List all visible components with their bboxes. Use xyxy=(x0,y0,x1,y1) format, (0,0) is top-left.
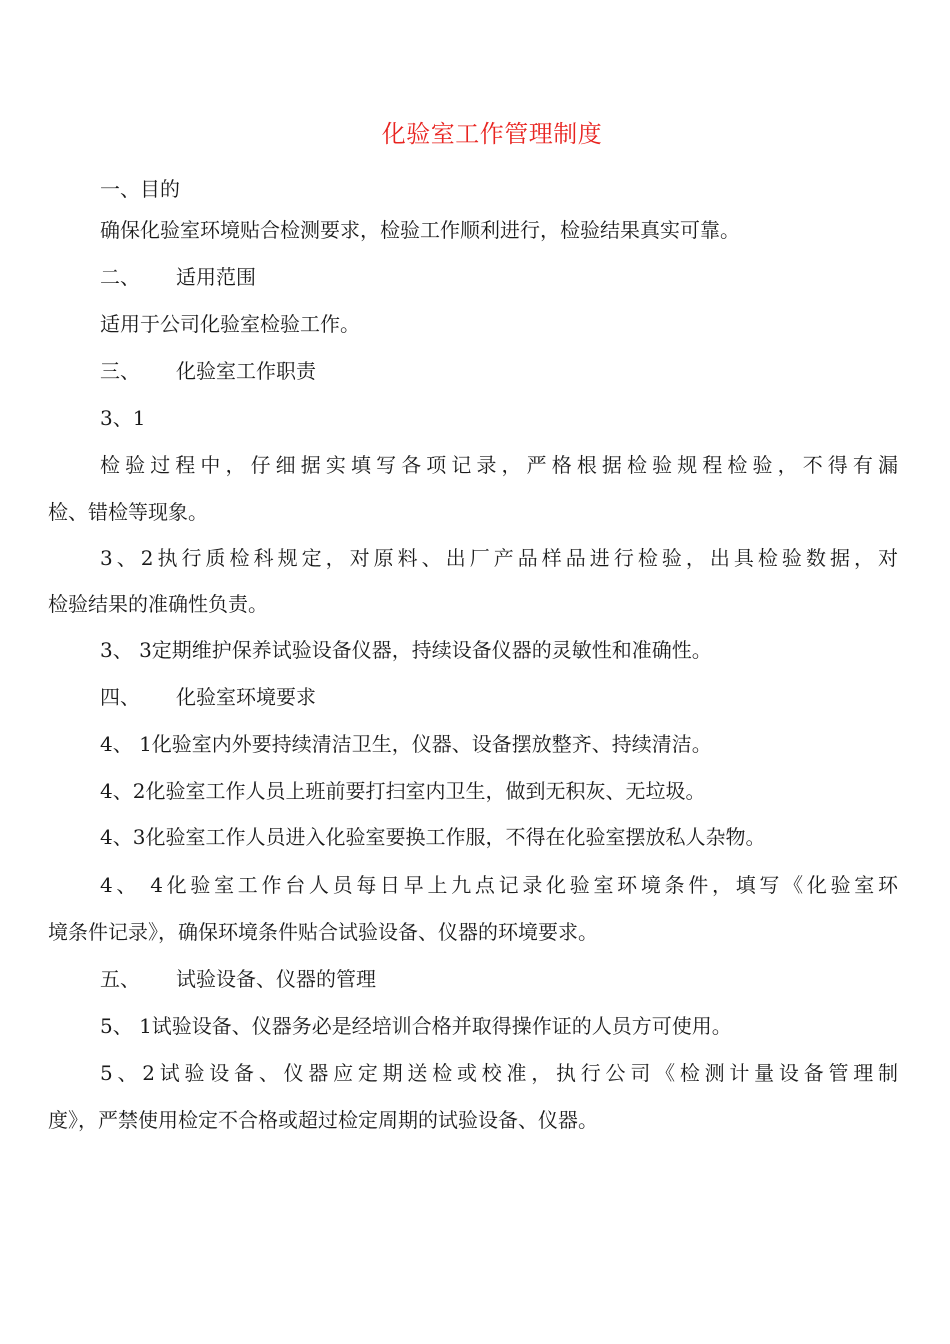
section-4-item-2: 4、2化验室工作人员上班前要打扫室内卫生，做到无积灰、无垃圾。 xyxy=(100,779,706,803)
section-4-number: 四、 xyxy=(100,685,140,709)
section-5-item-1: 5、 1试验设备、仪器务必是经培训合格并取得操作证的人员方可使用。 xyxy=(100,1014,732,1038)
document-title: 化验室工作管理制度 xyxy=(381,120,603,148)
section-3-item-3: 3、 3定期维护保养试验设备仪器，持续设备仪器的灵敏性和准确性。 xyxy=(100,638,712,662)
section-4-heading xyxy=(100,682,316,712)
section-3-item-1-line-1: 检验过程中，仔细据实填写各项记录，严格根据检验规程检验，不得有漏 xyxy=(100,453,898,477)
section-2-number: 二、 xyxy=(100,265,140,289)
section-4-item-4-line-2: 境条件记录》，确保环境条件贴合试验设备、仪器的环境要求。 xyxy=(48,920,598,944)
section-3-item-2-line-1: 3、2执行质检科规定，对原料、出厂产品样品进行检验，出具检验数据，对 xyxy=(100,546,898,570)
section-4-title: 化验室环境要求 xyxy=(176,685,316,709)
section-2-heading xyxy=(100,262,256,292)
section-1-body: 确保化验室环境贴合检测要求，检验工作顺利进行，检验结果真实可靠。 xyxy=(100,218,740,242)
section-3-title: 化验室工作职责 xyxy=(176,359,316,383)
section-3-heading xyxy=(100,356,316,386)
section-1-number: 一、 xyxy=(100,177,140,201)
section-5-heading xyxy=(100,964,376,994)
section-1-title: 目的 xyxy=(140,177,180,201)
section-5-item-2-line-1: 5、2试验设备、仪器应定期送检或校准，执行公司《检测计量设备管理制 xyxy=(100,1061,898,1085)
section-3-item-1-line-2: 检、错检等现象。 xyxy=(48,500,208,524)
section-2-title: 适用范围 xyxy=(176,265,256,289)
section-5-number: 五、 xyxy=(100,967,140,991)
section-5-title: 试验设备、仪器的管理 xyxy=(176,967,376,991)
section-3-number: 三、 xyxy=(100,359,140,383)
section-3-item-1-number: 3、1 xyxy=(100,406,146,430)
section-4-item-1: 4、 1化验室内外要持续清洁卫生，仪器、设备摆放整齐、持续清洁。 xyxy=(100,732,712,756)
section-4-item-4-line-1: 4、 4化验室工作台人员每日早上九点记录化验室环境条件，填写《化验室环 xyxy=(100,873,898,897)
section-2-body: 适用于公司化验室检验工作。 xyxy=(100,312,360,336)
section-1-heading xyxy=(100,174,180,204)
section-4-item-3: 4、3化验室工作人员进入化验室要换工作服，不得在化验室摆放私人杂物。 xyxy=(100,825,766,849)
section-5-item-2-line-2: 度》，严禁使用检定不合格或超过检定周期的试验设备、仪器。 xyxy=(48,1108,598,1132)
section-3-item-2-line-2: 检验结果的准确性负责。 xyxy=(48,592,268,616)
